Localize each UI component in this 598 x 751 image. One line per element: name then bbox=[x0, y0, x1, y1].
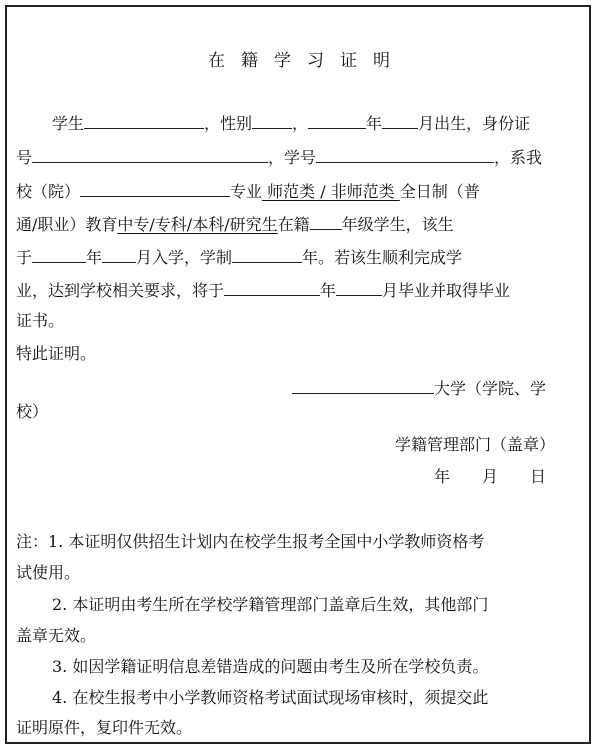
fulltime-text: 全日制（普 bbox=[399, 182, 480, 201]
department-seal: 学籍管理部门（盖章） bbox=[395, 435, 556, 454]
student-number-label: ，学号 bbox=[268, 148, 317, 167]
grade-blank[interactable] bbox=[310, 213, 342, 230]
note-1: 注：1. 本证明仅供招生计划内在校学生报考全国中小学教师资格考 bbox=[16, 532, 485, 551]
education-type-text: 通/职业）教育 bbox=[16, 215, 118, 234]
id-label: 号 bbox=[16, 148, 33, 167]
enrolled-text: 在籍 bbox=[277, 215, 310, 234]
student-name-blank[interactable] bbox=[84, 112, 204, 129]
duration-label: 月入学，学制 bbox=[136, 248, 233, 267]
birth-month-blank[interactable] bbox=[382, 112, 418, 129]
body-line-3 bbox=[16, 180, 480, 202]
body-line-2 bbox=[16, 146, 542, 168]
school-label: 校（院） bbox=[16, 182, 81, 201]
document-title: 在籍学习证明 bbox=[208, 51, 406, 71]
birth-id-text: 月出生，身份证 bbox=[418, 114, 531, 133]
birth-year-blank[interactable] bbox=[308, 112, 366, 129]
id-number-blank[interactable] bbox=[32, 146, 268, 163]
belong-text: ，系我 bbox=[494, 148, 543, 167]
graduation-month-blank[interactable] bbox=[336, 279, 382, 296]
teacher-type-options: 师范类 / 非师范类 bbox=[262, 182, 400, 201]
university-name-blank[interactable] bbox=[292, 377, 434, 394]
enroll-month-blank[interactable] bbox=[102, 246, 136, 263]
body-line-4 bbox=[16, 213, 454, 235]
note-2: 2. 本证明由考生所在学校学籍管理部门盖章后生效，其他部门 bbox=[52, 595, 489, 614]
major-label: 专业 bbox=[230, 182, 263, 201]
enroll-prefix: 于 bbox=[16, 248, 33, 267]
body-line-5 bbox=[16, 246, 462, 268]
graduation-prefix: 业，达到学校相关要求，将于 bbox=[16, 281, 225, 300]
gender-blank[interactable] bbox=[252, 112, 292, 129]
comma-text: ， bbox=[292, 114, 309, 133]
university-line bbox=[292, 377, 546, 399]
gender-label: ，性别 bbox=[204, 114, 253, 133]
university-suffix: 大学（学院、学 bbox=[434, 379, 547, 398]
graduation-year-text: 年 bbox=[320, 281, 337, 300]
enroll-year-text: 年 bbox=[86, 248, 103, 267]
graduation-text: 月毕业并取得毕业 bbox=[382, 281, 511, 300]
note-4-cont: 证明原件，复印件无效。 bbox=[16, 718, 193, 737]
education-level-options: 中专/专科/本科/研究生 bbox=[117, 215, 278, 234]
year-text: 年 bbox=[366, 114, 383, 133]
note-4: 4. 在校生报考中小学教师资格考试面试现场审核时，须提交此 bbox=[52, 688, 489, 707]
note-2-cont: 盖章无效。 bbox=[16, 626, 97, 645]
university-cont: 校） bbox=[16, 402, 49, 421]
student-number-blank[interactable] bbox=[316, 146, 494, 163]
body-line-6 bbox=[16, 279, 510, 301]
student-label: 学生 bbox=[52, 114, 85, 133]
certify-text: 特此证明。 bbox=[16, 344, 97, 363]
graduation-year-blank[interactable] bbox=[224, 279, 320, 296]
grade-text: 年级学生，该生 bbox=[341, 215, 454, 234]
body-line-7: 证书。 bbox=[16, 311, 65, 330]
completion-text: 年。若该生顺利完成学 bbox=[302, 248, 463, 267]
date-line: 年 月 日 bbox=[434, 467, 547, 486]
body-line-1 bbox=[52, 112, 530, 134]
school-blank[interactable] bbox=[80, 180, 230, 197]
note-1-cont: 试使用。 bbox=[16, 563, 81, 582]
duration-blank[interactable] bbox=[232, 246, 302, 263]
enroll-year-blank[interactable] bbox=[32, 246, 86, 263]
note-3: 3. 如因学籍证明信息差错造成的问题由考生及所在学校负责。 bbox=[52, 657, 489, 676]
